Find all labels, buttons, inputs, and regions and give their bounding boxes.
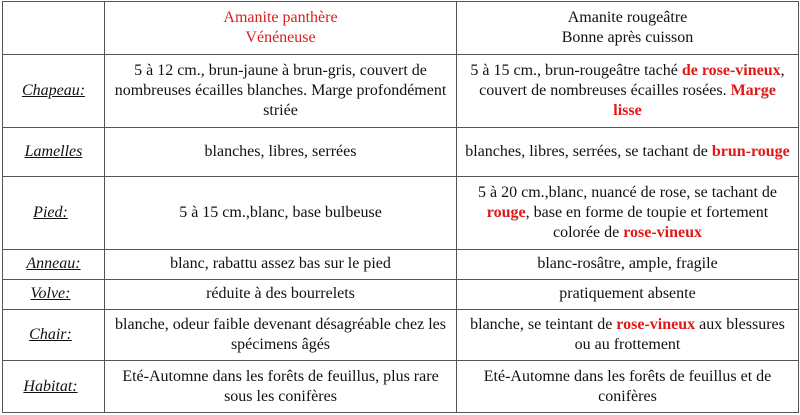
edibility-status: Bonne après cuisson [561,28,694,46]
cell-pied-rougeatre [457,176,799,249]
row-pied [3,176,799,249]
cell-volve-rougeatre: pratiquement absente [457,279,799,309]
comparison-table [2,1,799,413]
row-chapeau [3,54,799,127]
highlight-text: rouge [486,203,526,221]
highlight-text: rose-vineux [616,316,696,334]
edibility-status: Vénéneuse [245,28,316,46]
row-lamelles [3,127,799,176]
cell-chair-rougeatre [457,309,799,361]
row-label-habitat: Habitat: [3,361,105,413]
row-chair [3,309,799,361]
row-label-chair: Chair: [3,309,105,361]
cell-habitat-panthere: Eté-Automne dans les forêts de feuillus, plus rare sous les conifères [105,361,457,413]
row-label-pied: Pied: [3,176,105,249]
cell-text: , base en forme de toupie et fortement colorée de [525,203,769,241]
row-label-volve: Volve: [3,279,105,309]
row-label-lamelles: Lamelles [3,127,105,176]
row-label-anneau: Anneau: [3,249,105,279]
cell-anneau-panthere: blanc, rabattu assez bas sur le pied [105,249,457,279]
cell-text: blanches, libres, serrées, se tachant de [465,142,712,160]
species-name: Amanite panthère [223,8,338,26]
header-empty-cell [3,2,105,55]
cell-volve-panthere: réduite à des bourrelets [105,279,457,309]
row-anneau [3,249,799,279]
cell-chapeau-panthere: 5 à 12 cm., brun-jaune à brun-gris, couvert de nombreuses écailles blanches. Marge profondément striée [105,54,457,127]
cell-habitat-rougeatre: Eté-Automne dans les forêts de feuillus et de conifères [457,361,799,413]
cell-lamelles-rougeatre [457,127,799,176]
cell-lamelles-panthere: blanches, libres, serrées [105,127,457,176]
cell-text: 5 à 15 cm., brun-rougeâtre taché [470,61,682,79]
cell-chair-panthere: blanche, odeur faible devenant désagréable chez les spécimens âgés [105,309,457,361]
species-name: Amanite rougeâtre [567,8,688,26]
cell-text: blanche, se teintant de [470,316,617,334]
cell-text: 5 à 20 cm.,blanc, nuancé de rose, se tachant de [478,183,777,201]
row-volve [3,279,799,309]
highlight-text: Marge lisse [613,81,776,119]
highlight-text: de rose-vineux [681,61,781,79]
cell-chapeau-rougeatre [457,54,799,127]
cell-text: aux blessures ou au frottement [574,316,785,354]
cell-anneau-rougeatre: blanc-rosâtre, ample, fragile [457,249,799,279]
highlight-text: brun-rouge [711,142,790,160]
highlight-text: rose-vineux [623,223,702,241]
header-row [3,2,799,55]
row-label-chapeau: Chapeau: [3,54,105,127]
row-habitat [3,361,799,413]
cell-text: , couvert de nombreuses écailles rosées. [479,61,785,99]
cell-pied-panthere: 5 à 15 cm.,blanc, base bulbeuse [105,176,457,249]
header-amanite-panthere [105,2,457,55]
header-amanite-rougeatre [457,2,799,55]
